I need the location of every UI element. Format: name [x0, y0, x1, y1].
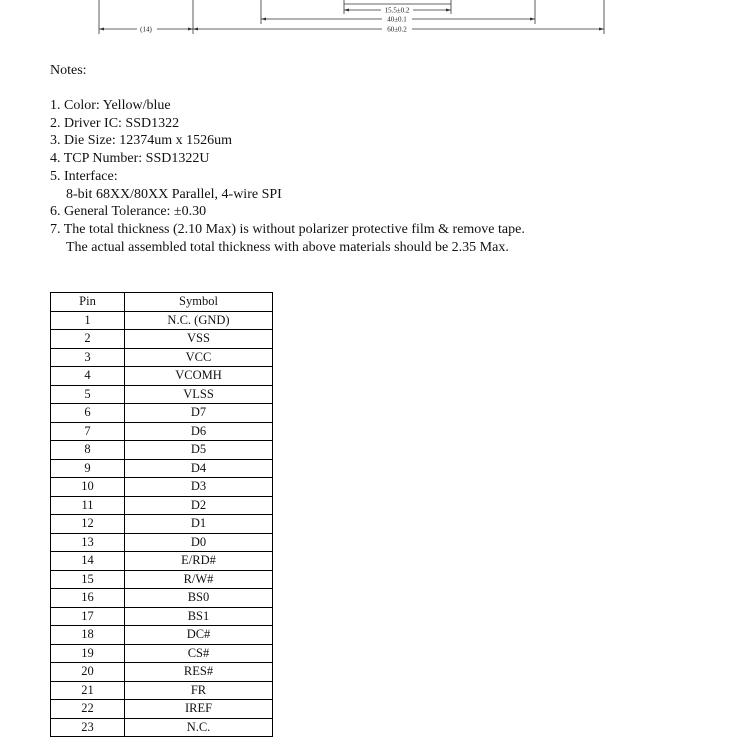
symbol-cell: D0	[125, 533, 273, 552]
symbol-cell: D6	[125, 422, 273, 441]
pin-cell: 11	[51, 496, 125, 515]
table-row	[51, 626, 273, 645]
pin-cell: 4	[51, 367, 125, 386]
symbol-cell: D2	[125, 496, 273, 515]
pin-cell: 23	[51, 718, 125, 737]
pin-cell: 12	[51, 515, 125, 534]
table-row	[51, 441, 273, 460]
table-row	[51, 348, 273, 367]
pin-cell: 13	[51, 533, 125, 552]
symbol-cell: VSS	[125, 330, 273, 349]
table-row	[51, 644, 273, 663]
pin-cell: 7	[51, 422, 125, 441]
dim-label-15-5: 15.5±0.2	[384, 6, 410, 15]
symbol-cell: RES#	[125, 663, 273, 682]
symbol-cell: BS1	[125, 607, 273, 626]
symbol-cell: IREF	[125, 700, 273, 719]
note-driver-ic: 2. Driver IC: SSD1322	[50, 115, 180, 131]
pin-cell: 15	[51, 570, 125, 589]
symbol-cell: N.C.	[125, 718, 273, 737]
dim-label-14: (14)	[140, 25, 152, 34]
pin-cell: 16	[51, 589, 125, 608]
note-general-tolerance: 6. General Tolerance: ±0.30	[50, 204, 207, 220]
table-row	[51, 718, 273, 737]
pin-cell: 20	[51, 663, 125, 682]
pin-cell: 1	[51, 311, 125, 330]
header-symbol: Symbol	[125, 293, 273, 312]
table-row	[51, 681, 273, 700]
symbol-cell: D3	[125, 478, 273, 497]
pin-cell: 10	[51, 478, 125, 497]
dim-label-60: 60±0.2	[387, 25, 407, 34]
pin-cell: 19	[51, 644, 125, 663]
pin-cell: 18	[51, 626, 125, 645]
pin-cell: 22	[51, 700, 125, 719]
note-assembled-thickness: The actual assembled total thickness with above materials should be 2.35 Max.	[66, 239, 509, 255]
pin-cell: 8	[51, 441, 125, 460]
table-row	[51, 330, 273, 349]
symbol-cell: FR	[125, 681, 273, 700]
dimension-lines	[0, 0, 750, 40]
symbol-cell: VLSS	[125, 385, 273, 404]
table-row	[51, 515, 273, 534]
table-row	[51, 589, 273, 608]
pin-cell: 14	[51, 552, 125, 571]
symbol-cell: D7	[125, 404, 273, 423]
table-header-row	[51, 293, 273, 312]
note-interface-detail: 8-bit 68XX/80XX Parallel, 4-wire SPI	[66, 186, 282, 202]
notes-title: Notes:	[50, 63, 87, 78]
symbol-cell: BS0	[125, 589, 273, 608]
note-color: 1. Color: Yellow/blue	[50, 98, 171, 113]
note-die-size: 3. Die Size: 12374um x 1526um	[50, 133, 232, 149]
pin-table	[50, 292, 273, 737]
symbol-cell: R/W#	[125, 570, 273, 589]
pin-cell: 3	[51, 348, 125, 367]
table-row	[51, 496, 273, 515]
table-row	[51, 367, 273, 386]
pin-cell: 2	[51, 330, 125, 349]
notes-list	[50, 97, 525, 256]
symbol-cell: N.C. (GND)	[125, 311, 273, 330]
table-row	[51, 459, 273, 478]
pin-cell: 5	[51, 385, 125, 404]
table-row	[51, 663, 273, 682]
header-pin: Pin	[51, 293, 125, 312]
note-tcp-number: 4. TCP Number: SSD1322U	[50, 151, 210, 167]
table-row	[51, 552, 273, 571]
symbol-cell: CS#	[125, 644, 273, 663]
table-row	[51, 570, 273, 589]
pin-cell: 6	[51, 404, 125, 423]
symbol-cell: D4	[125, 459, 273, 478]
table-row	[51, 404, 273, 423]
symbol-cell: D5	[125, 441, 273, 460]
pin-cell: 17	[51, 607, 125, 626]
symbol-cell: VCOMH	[125, 367, 273, 386]
pin-cell: 21	[51, 681, 125, 700]
dim-label-40: 40±0.1	[387, 15, 407, 24]
mechanical-drawing-fragment	[0, 0, 750, 40]
table-row	[51, 311, 273, 330]
note-total-thickness: 7. The total thickness (2.10 Max) is without polarizer protective film & remove tape.	[50, 221, 525, 237]
table-row	[51, 533, 273, 552]
pin-cell: 9	[51, 459, 125, 478]
table-row	[51, 385, 273, 404]
symbol-cell: DC#	[125, 626, 273, 645]
note-interface: 5. Interface:	[50, 168, 118, 184]
table-row	[51, 422, 273, 441]
table-row	[51, 700, 273, 719]
table-row	[51, 478, 273, 497]
symbol-cell: E/RD#	[125, 552, 273, 571]
symbol-cell: D1	[125, 515, 273, 534]
table-row	[51, 607, 273, 626]
symbol-cell: VCC	[125, 348, 273, 367]
